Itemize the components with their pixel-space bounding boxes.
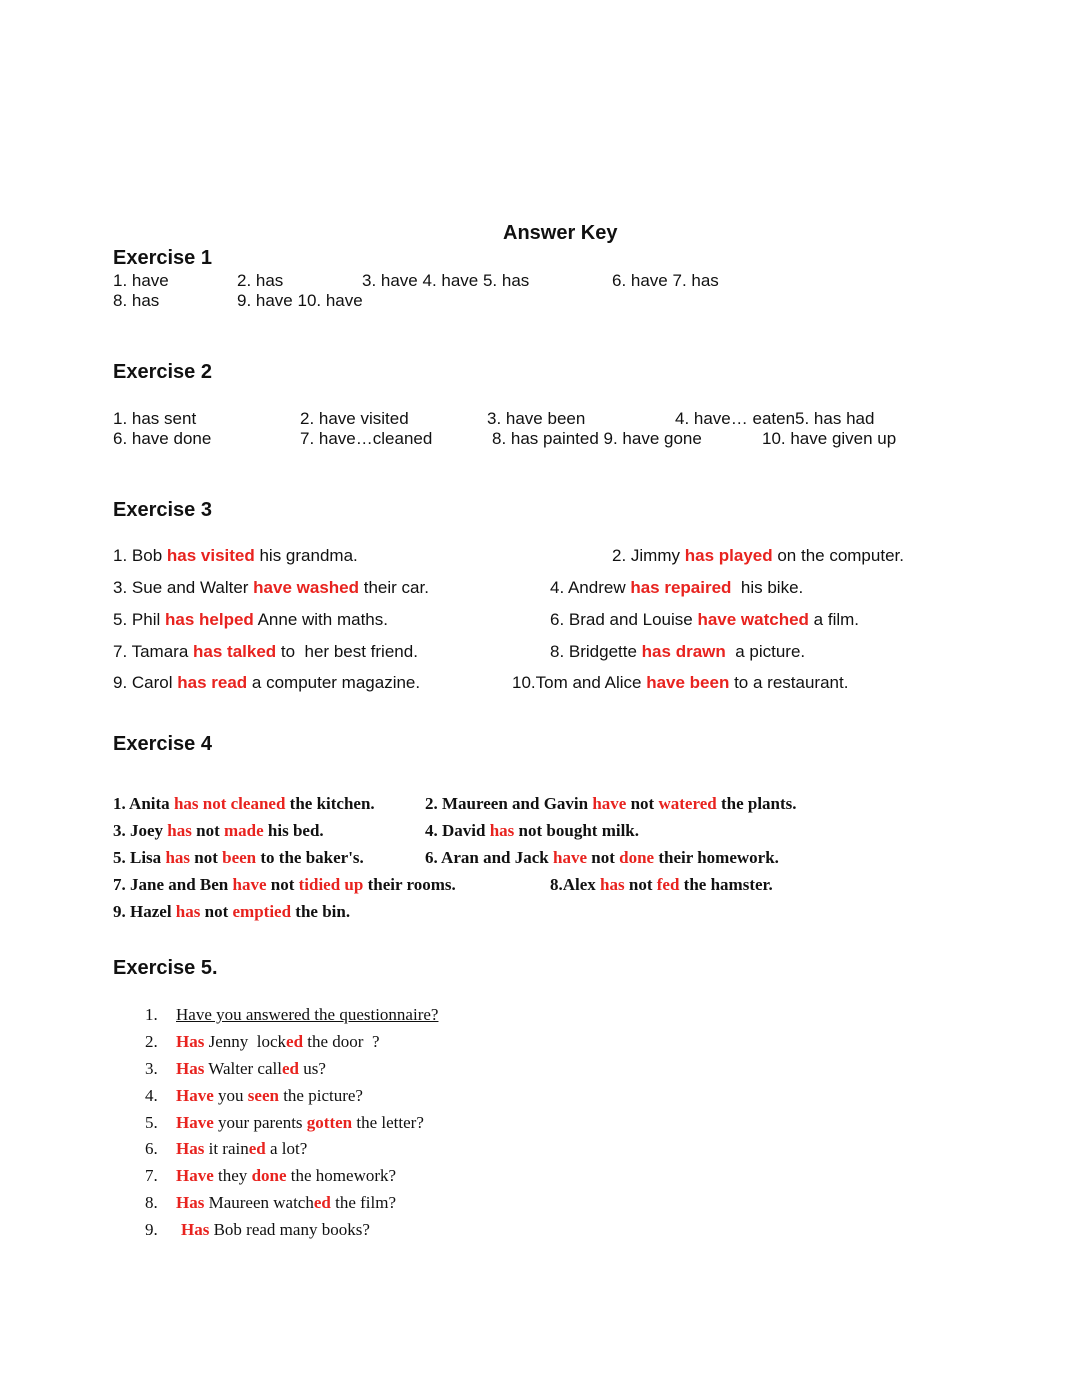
exercise-5-item: Has Walter called us? xyxy=(176,1059,326,1078)
exercise-5-item: Have you seen the picture? xyxy=(176,1086,363,1105)
exercise-2-answer: 2. have visited xyxy=(300,409,409,428)
exercise-5-number: 5. xyxy=(145,1113,158,1132)
exercise-4-item: 7. Jane and Ben have not tidied up their rooms. xyxy=(113,875,456,894)
exercise-1-answer: 2. has xyxy=(237,271,284,290)
exercise-3-item: 10.Tom and Alice have been to a restaurant. xyxy=(512,673,849,692)
exercise-4-item: 2. Maureen and Gavin have not watered the plants. xyxy=(425,794,797,813)
exercise-2-answer: 4. have… eaten5. has had xyxy=(675,409,875,428)
exercise-5-number: 1. xyxy=(145,1005,158,1024)
exercise-5-item: Has it rained a lot? xyxy=(176,1139,308,1158)
exercise-2-answer: 7. have…cleaned xyxy=(300,429,433,448)
exercise-4-item: 3. Joey has not made his bed. xyxy=(113,821,324,840)
exercise-3-item: 3. Sue and Walter have washed their car. xyxy=(113,578,429,597)
page-title: Answer Key xyxy=(503,222,618,244)
exercise-5-number: 7. xyxy=(145,1166,158,1185)
exercise-2-answer: 6. have done xyxy=(113,429,212,448)
exercise-4-item: 4. David has not bought milk. xyxy=(425,821,639,840)
exercise-2-answer: 8. has painted 9. have gone xyxy=(492,429,702,448)
exercise-5-number: 2. xyxy=(145,1032,158,1051)
exercise-4-item: 9. Hazel has not emptied the bin. xyxy=(113,902,351,921)
exercise-5-number: 6. xyxy=(145,1139,158,1158)
exercise-2-answer: 10. have given up xyxy=(762,429,897,448)
exercise-5-item: Have your parents gotten the letter? xyxy=(176,1113,424,1132)
exercise-5-number: 8. xyxy=(145,1193,158,1212)
exercise-2-answer: 1. has sent xyxy=(113,409,197,428)
exercise-3-item: 6. Brad and Louise have watched a film. xyxy=(550,610,860,629)
exercise-4-item: 1. Anita has not cleaned the kitchen. xyxy=(113,794,375,813)
exercise-4-item: 6. Aran and Jack have not done their homework. xyxy=(425,848,779,867)
exercise-5-number: 3. xyxy=(145,1059,158,1078)
exercise-4-heading: Exercise 4 xyxy=(113,733,212,755)
exercise-3-heading: Exercise 3 xyxy=(113,499,212,521)
exercise-3-item: 8. Bridgette has drawn a picture. xyxy=(550,642,806,661)
exercise-1-answer: 1. have xyxy=(113,271,169,290)
exercise-1-answer: 3. have 4. have 5. has xyxy=(362,271,530,290)
exercise-1-answer: 8. has xyxy=(113,291,160,310)
exercise-1-answer: 9. have 10. have xyxy=(237,291,363,310)
exercise-3-item: 2. Jimmy has played on the computer. xyxy=(612,546,904,565)
exercise-2-answer: 3. have been xyxy=(487,409,586,428)
exercise-3-item: 9. Carol has read a computer magazine. xyxy=(113,673,421,692)
exercise-1-heading: Exercise 1 xyxy=(113,247,212,269)
exercise-5-item: Has Bob read many books? xyxy=(181,1220,370,1239)
exercise-5-item: Have you answered the questionnaire? xyxy=(176,1005,439,1024)
exercise-4-item: 5. Lisa has not been to the baker's. xyxy=(113,848,364,867)
exercise-5-heading: Exercise 5. xyxy=(113,957,218,979)
exercise-3-item: 5. Phil has helped Anne with maths. xyxy=(113,610,388,629)
exercise-3-item: 7. Tamara has talked to her best friend. xyxy=(113,642,418,661)
exercise-5-item: Have they done the homework? xyxy=(176,1166,397,1185)
exercise-5-item: Has Maureen watched the film? xyxy=(176,1193,397,1212)
exercise-3-item: 1. Bob has visited his grandma. xyxy=(113,546,358,565)
exercise-5-number: 9. xyxy=(145,1220,158,1239)
exercise-5-item: Has Jenny locked the door ? xyxy=(176,1032,380,1051)
exercise-1-answer: 6. have 7. has xyxy=(612,271,719,290)
exercise-4-item: 8.Alex has not fed the hamster. xyxy=(550,875,773,894)
exercise-2-heading: Exercise 2 xyxy=(113,361,212,383)
exercise-5-number: 4. xyxy=(145,1086,158,1105)
exercise-3-item: 4. Andrew has repaired his bike. xyxy=(550,578,804,597)
